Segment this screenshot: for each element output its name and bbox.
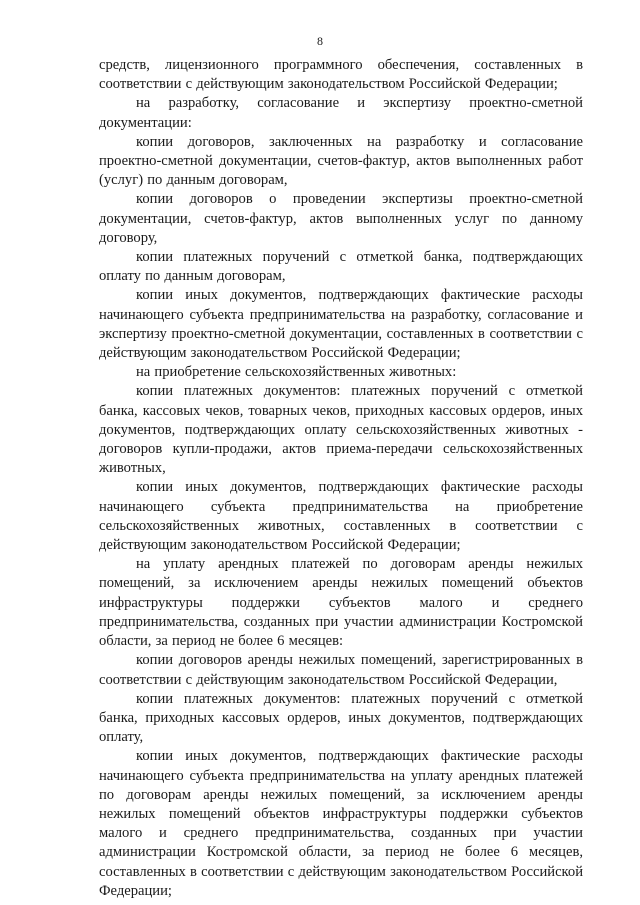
paragraph: копии платежных документов: платежных поручений с отметкой банка, приходных кассовых ордеров, иных документов, подтверждающих оплату,: [99, 690, 583, 746]
paragraph: копии платежных поручений с отметкой банка, подтверждающих оплату по данным договорам,: [99, 249, 583, 285]
page-number: 8: [317, 34, 323, 48]
paragraph: на приобретение сельскохозяйственных животных:: [136, 364, 457, 381]
paragraph: на уплату арендных платежей по договорам аренды нежилых помещений, за исключением аренды нежилых помещений объектов инфраструктуры поддержки субъектов малого и среднего предпринимательства, созданных при участии администрации Костромской области, за период не более 6 месяцев:: [99, 556, 583, 650]
paragraph: копии договоров аренды нежилых помещений, зарегистрированных в соответствии с действующим законодательством Российской Федерации,: [99, 652, 583, 688]
paragraph: на разработку, согласование и экспертизу проектно-сметной документации:: [99, 95, 583, 131]
document-body: [99, 56, 583, 901]
paragraph: копии иных документов, подтверждающих фактические расходы начинающего субъекта предпринимательства на приобретение сельскохозяйственных животных, составленных в соответствии с действующим законодательством Российской Федерации;: [99, 479, 583, 554]
paragraph: копии иных документов, подтверждающих фактические расходы начинающего субъекта предпринимательства на уплату арендных платежей по договорам аренды нежилых помещений, за исключением аренды нежилых помещений объектов инфраструктуры поддержки субъектов малого и среднего предпринимательства, созданных при участии администрации Костромской области, за период не более 6 месяцев, составленных в соответствии с действующим законодательством Российской Федерации;: [99, 748, 583, 899]
paragraph: копии платежных документов: платежных поручений с отметкой банка, кассовых чеков, товарных чеков, приходных кассовых ордеров, иных документов, подтверждающих оплату сельскохозяйственных животных - договоров купли-продажи, актов приема-передачи сельскохозяйственных животных,: [99, 383, 583, 477]
paragraph: копии договоров, заключенных на разработку и согласование проектно-сметной документации, счетов-фактур, актов выполненных работ (услуг) по данным договорам,: [99, 133, 583, 189]
paragraph: копии договоров о проведении экспертизы проектно-сметной документации, счетов-фактур, актов выполненных услуг по данному договору,: [99, 191, 583, 246]
paragraph: копии иных документов, подтверждающих фактические расходы начинающего субъекта предпринимательства на разработку, согласование и экспертизу проектно-сметной документации, составленных в соответствии с действующим законодательством Российской Федерации;: [99, 287, 583, 362]
paragraph: средств, лицензионного программного обеспечения, составленных в соответствии с действующим законодательством Российской Федерации;: [99, 57, 583, 93]
